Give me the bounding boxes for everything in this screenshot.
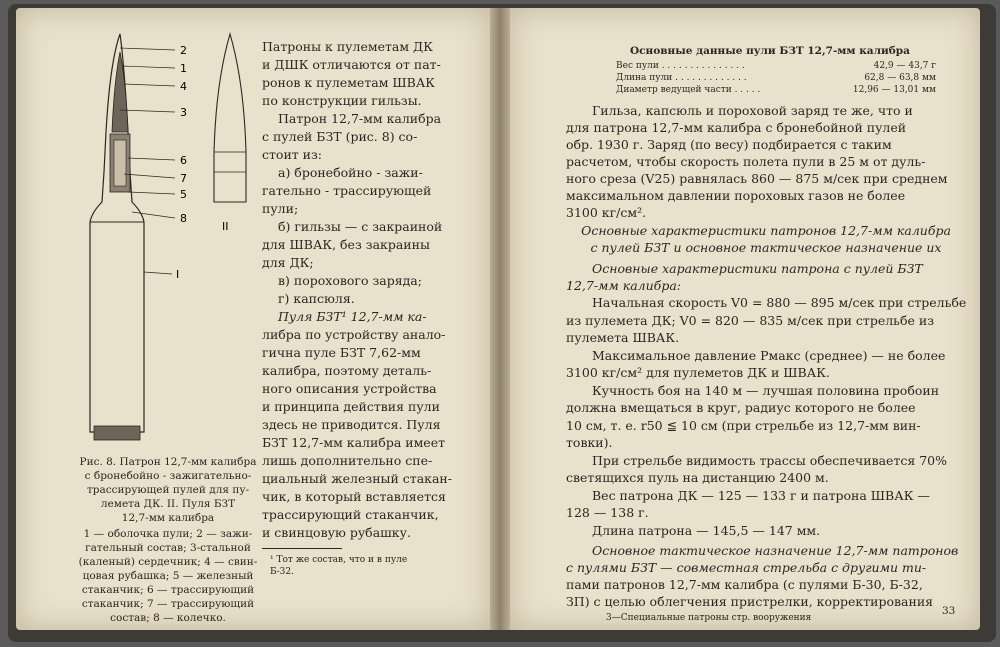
text-line: ЗП) с целью облегчения пристрелки, корректирования bbox=[566, 594, 934, 609]
cartridge-base bbox=[94, 426, 140, 440]
text-line: Патроны к пулеметам ДК bbox=[262, 39, 433, 54]
text-line: калибра, поэтому деталь- bbox=[262, 363, 432, 378]
fig-label-8: 8 bbox=[180, 212, 187, 225]
table-row bbox=[616, 72, 936, 84]
text-line: Кучность боя на 140 м — лучшая половина пробоин bbox=[592, 382, 940, 398]
text-line: чик, в который вставляется bbox=[262, 489, 446, 504]
caption-line: с бронебойно - зажигательно- bbox=[84, 470, 252, 482]
fig-label-6: 6 bbox=[180, 154, 187, 167]
text-line: Максимальное давление Pмакс (среднее) — не более bbox=[592, 347, 946, 363]
table-row-label: Длина пули . . . . . . . . . . . . . bbox=[616, 73, 747, 83]
footnote-line: ¹ Тот же состав, что и в пуле bbox=[270, 555, 408, 565]
table-row bbox=[616, 84, 936, 96]
text-line: обр. 1930 г. Заряд (по весу) подбирается с таким bbox=[566, 137, 892, 152]
fig-label-5: 5 bbox=[180, 188, 187, 201]
text-line: для ДК; bbox=[262, 255, 314, 270]
table-title: Основные данные пули БЗТ 12,7-мм калибра bbox=[630, 45, 910, 57]
footnote-rule bbox=[262, 548, 342, 549]
legend-line: цовая рубашка; 5 — железный bbox=[82, 570, 254, 582]
text-line: лишь дополнительно спе- bbox=[262, 453, 433, 468]
legend-line: 1 — оболочка пули; 2 — зажи- bbox=[83, 528, 253, 540]
table-row-label: Вес пули . . . . . . . . . . . . . . . bbox=[616, 61, 745, 71]
table-row bbox=[616, 60, 936, 72]
text-line: и принципа действия пули bbox=[262, 399, 440, 414]
fig-label-2: 2 bbox=[180, 44, 187, 57]
text-line: пулемета ШВАК. bbox=[566, 330, 680, 345]
data-table bbox=[616, 60, 936, 96]
table-row-value: 42,9 — 43,7 г bbox=[873, 61, 936, 71]
text-line: 3100 кг/см² для пулеметов ДК и ШВАК. bbox=[566, 365, 830, 380]
caption-line: 12,7-мм калибра bbox=[121, 512, 215, 524]
text-line: расчетом, чтобы скорость полета пули в 25 м от дуль- bbox=[566, 154, 926, 169]
text-line: Начальная скорость V0 = 880 — 895 м/сек при стрельбе bbox=[592, 295, 967, 310]
legend-line: стаканчик; 6 — трассирующий bbox=[81, 584, 255, 596]
text-line: либра по устройству анало- bbox=[262, 327, 446, 342]
text-line: БЗТ 12,7-мм калибра имеет bbox=[262, 435, 446, 450]
fig-label-4: 4 bbox=[180, 80, 187, 93]
para-cartridge-case bbox=[566, 102, 966, 221]
left-body-text bbox=[262, 38, 472, 542]
text-line: пули; bbox=[262, 201, 299, 216]
book-gutter bbox=[490, 8, 510, 630]
text-line: в) порохового заряда; bbox=[278, 273, 422, 288]
fig-label-II: II bbox=[222, 220, 229, 233]
text-line: гична пуле БЗТ 7,62-мм bbox=[262, 345, 421, 360]
legend-line: стаканчик; 7 — трассирующий bbox=[81, 598, 255, 610]
text-line: из пулемета ДК; V0 = 820 — 835 м/сек при стрельбе из bbox=[566, 312, 935, 328]
text-line: с пулями БЗТ — совместная стрельба с другими ти- bbox=[566, 560, 927, 575]
legend-line: (каленый) сердечник; 4 — свин- bbox=[78, 556, 258, 568]
text-line: ронов к пулеметам ШВАК bbox=[262, 75, 435, 90]
text-line: здесь не приводится. Пуля bbox=[262, 417, 441, 432]
text-line: светящихся пуль на дистанцию 2400 м. bbox=[566, 470, 829, 485]
caption-line: лемета ДК. II. Пуля БЗТ bbox=[100, 498, 236, 510]
text-line: товки). bbox=[566, 435, 613, 450]
text-line: пами патронов 12,7-мм калибра (с пулями Б-30, Б-32, bbox=[566, 577, 923, 592]
characteristics-text bbox=[566, 294, 966, 539]
text-line: 10 см, т. е. r50 ≦ 10 см (при стрельбе из 12,7-мм вин- bbox=[566, 417, 921, 433]
text-line: гательно - трассирующей bbox=[262, 183, 432, 198]
heading-line: с пулей БЗТ и основное тактическое назначение их bbox=[590, 240, 942, 255]
text-line: Основное тактическое назначение 12,7-мм патронов bbox=[592, 543, 959, 558]
text-line: Патрон 12,7-мм калибра bbox=[278, 111, 442, 126]
left-page bbox=[16, 8, 490, 630]
footnote bbox=[270, 554, 480, 578]
text-line: ного описания устройства bbox=[262, 381, 437, 396]
text-line: 3100 кг/см². bbox=[566, 205, 647, 220]
page-number: 33 bbox=[942, 605, 956, 617]
text-line: максимальном давлении пороховых газов не более bbox=[566, 188, 906, 203]
bullet-core bbox=[112, 52, 128, 132]
text-line: по конструкции гильзы. bbox=[262, 93, 422, 108]
separate-bullet bbox=[214, 34, 246, 202]
text-line: 128 — 138 г. bbox=[566, 505, 649, 520]
text-line: для патрона 12,7-мм калибра с бронебойной пулей bbox=[566, 120, 907, 135]
fig-label-3: 3 bbox=[180, 106, 187, 119]
text-line: а) бронебойно - зажи- bbox=[278, 165, 423, 180]
fig-label-1: 1 bbox=[180, 62, 187, 75]
section-heading bbox=[566, 222, 966, 256]
right-page bbox=[510, 8, 980, 630]
text-line: и ДШК отличаются от пат- bbox=[262, 57, 441, 72]
text-line: При стрельбе видимость трассы обеспечивается 70% bbox=[592, 452, 948, 468]
text-line: ного среза (V25) равнялась 860 — 875 м/сек при среднем bbox=[566, 171, 948, 186]
text-line: циальный железный стакан- bbox=[262, 471, 452, 486]
page-footer: 3—Специальные патроны стр. вооружения bbox=[606, 613, 812, 623]
text-line: и свинцовую рубашку. bbox=[262, 525, 411, 540]
text-line: стоит из: bbox=[262, 147, 323, 162]
heading-line: 12,7-мм калибра: bbox=[566, 278, 681, 293]
heading-line: Основные характеристики патрона с пулей БЗТ bbox=[592, 261, 923, 276]
text-line: должна вмещаться в круг, радиус которого не более bbox=[566, 400, 916, 415]
text-line: с пулей БЗТ (рис. 8) со- bbox=[262, 129, 418, 144]
text-line: б) гильзы — с закраиной bbox=[278, 219, 443, 234]
caption-line: Рис. 8. Патрон 12,7-мм калибра bbox=[79, 456, 257, 468]
table-row-value: 12,96 — 13,01 мм bbox=[852, 85, 936, 95]
table-row-label: Диаметр ведущей части . . . . . bbox=[616, 85, 761, 95]
fig-label-7: 7 bbox=[180, 172, 187, 185]
figure-legend bbox=[66, 527, 270, 625]
tactical-purpose-text bbox=[566, 542, 966, 610]
legend-line: гательный состав; 3-стальной bbox=[85, 542, 251, 554]
text-line: Длина патрона — 145,5 — 147 мм. bbox=[592, 522, 821, 538]
text-line: для ШВАК, без закраины bbox=[262, 237, 430, 252]
table-row-value: 62,8 — 63,8 мм bbox=[864, 73, 936, 83]
text-line: Вес патрона ДК — 125 — 133 г и патрона ШВАК — bbox=[592, 487, 930, 503]
cartridge-figure bbox=[80, 22, 270, 452]
figure-caption bbox=[68, 455, 268, 525]
text-line: Пуля БЗТ¹ 12,7-мм ка- bbox=[278, 309, 427, 324]
fig-label-I: I bbox=[176, 268, 180, 281]
text-line: Гильза, капсюль и пороховой заряд те же, что и bbox=[592, 103, 913, 118]
footnote-line: Б-32. bbox=[270, 567, 294, 577]
legend-line: состав; 8 — колечко. bbox=[110, 612, 226, 624]
caption-line: трассирующей пулей для пу- bbox=[86, 484, 250, 496]
text-line: трассирующий стаканчик, bbox=[262, 507, 439, 522]
text-line: г) капсюля. bbox=[278, 291, 355, 306]
subsection-heading bbox=[566, 260, 966, 294]
heading-line: Основные характеристики патронов 12,7-мм калибра bbox=[581, 223, 951, 238]
